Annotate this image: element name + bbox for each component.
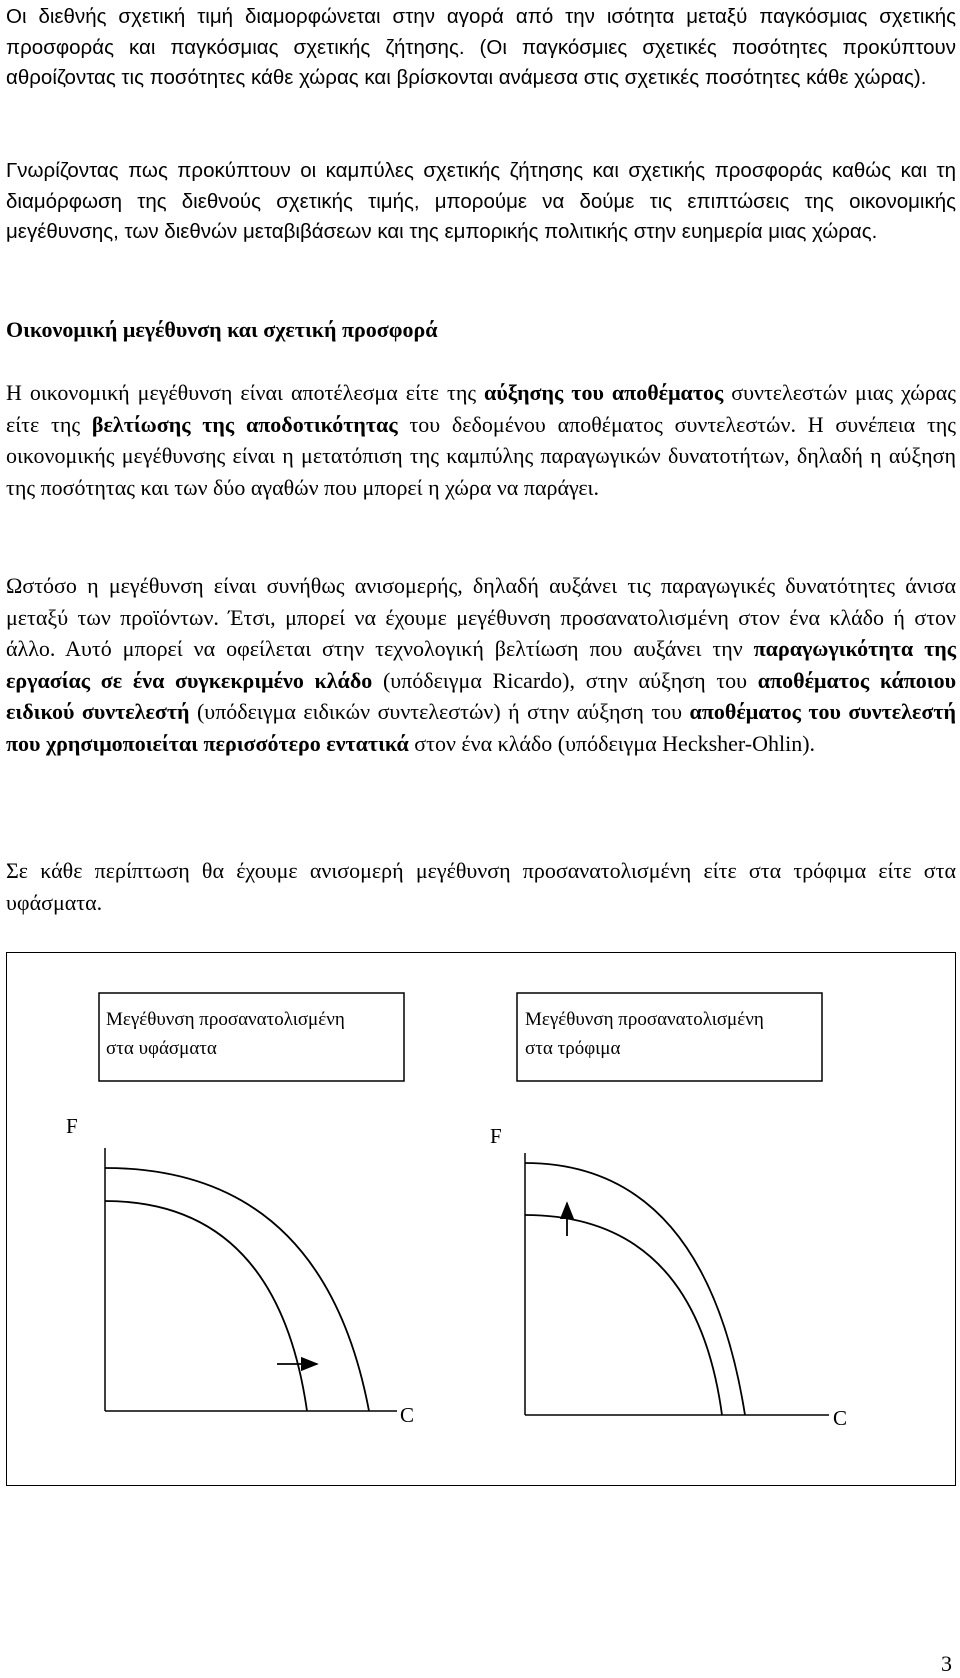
right-label-box [517, 993, 822, 1081]
text-span: (υπόδειγμα ειδικών συντελεστών) ή στην αύξηση του [189, 699, 690, 724]
paragraph-growth-effects: Γνωρίζοντας πως προκύπτουν οι καμπύλες σχετικής ζήτησης και σχετικής προσφοράς καθώς και τη διαμόρφωση της διεθνούς σχετικής τιμής, μπορούμε να δούμε τις επιπτώσεις της οικονομικής μεγέθυνσης, των διεθνών μεταβιβάσεων και της εμπορικής πολιτικής στην ευημερία μιας χώρας. [6, 159, 956, 243]
figure-frame [6, 952, 956, 1486]
bold-phrase: βελτίωσης της αποδοτικότητας [91, 411, 398, 437]
text-span: Η οικονομική μεγέθυνση είναι αποτέλεσμα είτε της [6, 380, 485, 405]
right-y-axis-label: F [490, 1124, 502, 1148]
left-label-line1: Μεγέθυνση προσανατολισμένη [106, 1009, 345, 1030]
text-span: του δεδομένου αποθέματος συντελεστών. Η συνέπεια της οικονομικής μεγέθυνσης είναι η μετατόπιση της καμπύλης παραγωγικών δυνατοτήτων, δηλαδή η αύξηση της ποσότητας και των δύο αγαθών που μπορεί η χώρα να παράγει. [6, 411, 957, 500]
bold-phrase: αποθέματος κάποιου ειδικού συντελεστή [6, 667, 957, 724]
paragraph-intro: Οι διεθνής σχετική τιμή διαμορφώνεται στην αγορά από την ισότητα μεταξύ παγκόσμιας σχετικής προσφοράς και παγκόσμιας σχετικής ζήτησης. (Οι παγκόσμιες σχετικές ποσότητες προκύπτουν αθροίζοντας τις ποσότητες κάθε χώρας και βρίσκονται ανάμεσα στις σχετικές ποσότητες κάθε χώρας). [6, 5, 956, 89]
left-label-line2: στα υφάσματα [106, 1038, 217, 1059]
bold-phrase: παραγωγικότητα της εργασίας σε ένα συγκεκριμένο κλάδο [6, 636, 956, 693]
left-y-axis-label: F [66, 1114, 78, 1138]
paragraph-growth-definition [6, 377, 956, 503]
left-label-box [99, 993, 404, 1081]
right-panel [490, 993, 847, 1430]
paragraph-conclusion: Σε κάθε περίπτωση θα έχουμε ανισομερή μεγέθυνση προσανατολισμένη είτε στα τρόφιμα είτε στα υφάσματα. [6, 858, 956, 915]
right-label-line1: Μεγέθυνση προσανατολισμένη [525, 1009, 764, 1030]
text-span: στον ένα κλάδο (υπόδειγμα Hecksher-Ohlin). [408, 730, 816, 756]
right-label-line2: στα τρόφιμα [525, 1038, 621, 1059]
bold-phrase: αύξησης του αποθέματος [484, 380, 724, 405]
paragraph-biased-growth [6, 570, 956, 759]
right-x-axis-label: C [833, 1406, 848, 1430]
section-heading: Οικονομική μεγέθυνση και σχετική προσφορά [6, 317, 438, 342]
page-number: 3 [941, 1651, 952, 1676]
left-x-axis-label: C [400, 1403, 415, 1427]
bold-phrase: αποθέματος του συντελεστή που χρησιμοποιείται περισσότερο εντατικά [6, 699, 956, 756]
left-panel [66, 993, 414, 1427]
ppf-diagrams [7, 953, 957, 1487]
text-span: συντελεστών μιας χώρας είτε της [6, 380, 956, 437]
right-original-ppf [525, 1215, 722, 1415]
right-shifted-ppf [525, 1163, 745, 1415]
left-original-ppf [105, 1201, 307, 1411]
text-span: (υπόδειγμα Ricardo), στην αύξηση του [372, 667, 758, 693]
text-span: Ωστόσο η μεγέθυνση είναι συνήθως ανισομερής, δηλαδή αυξάνει τις παραγωγικές δυνατότητες άνισα μεταξύ των προϊόντων. Έτσι, μπορεί να έχουμε μεγέθυνση προσανατολισμένη στον ένα κλάδο ή στον άλλο. Αυτό μπορεί να οφείλεται στην τεχνολογική βελτίωση που αυξάνει την [6, 573, 956, 661]
